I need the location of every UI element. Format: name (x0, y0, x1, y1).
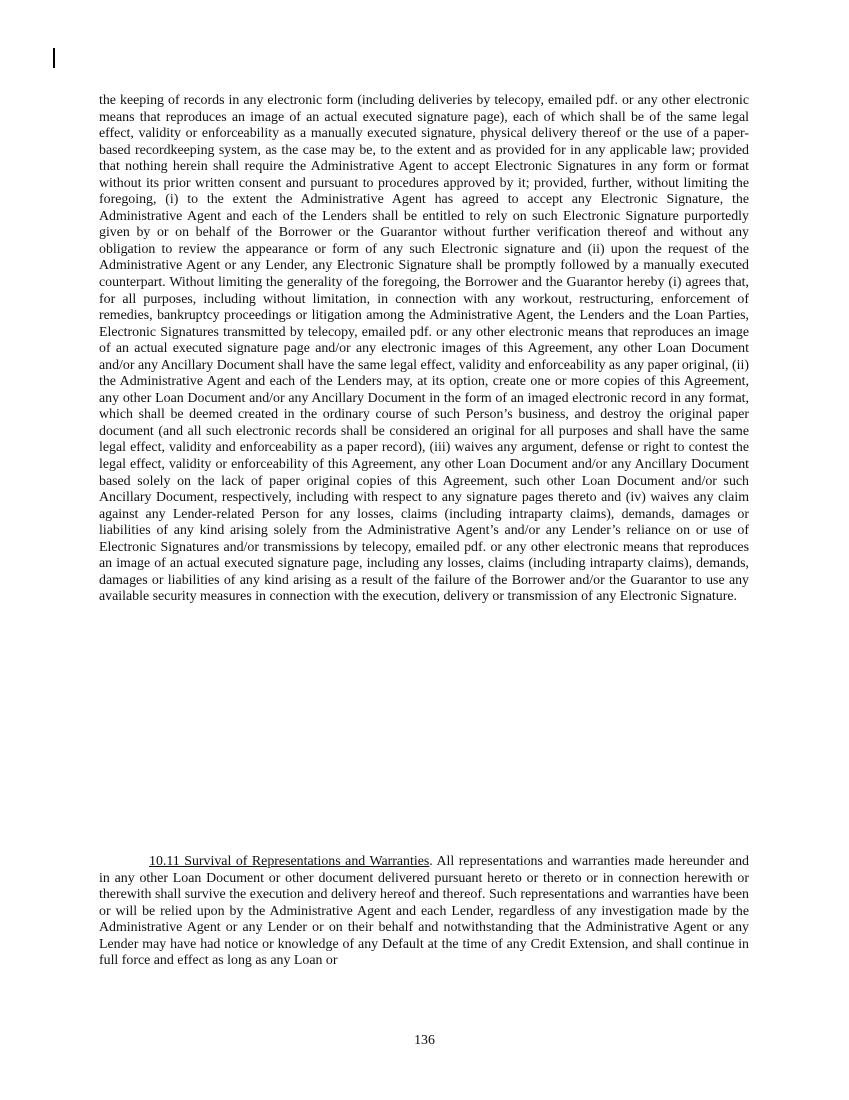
section-body: . All representations and warranties made hereunder and in any other Loan Document or other document delivered pursuant hereto or thereto or in connection herewith or therewith shall survive the execution and delivery hereof and thereof. Such representations and warranties have been or will be relied upon by the Administrative Agent and each Lender, regardless of any investigation made by the Administrative Agent or any Lender or on their behalf and notwithstanding that the Administrative Agent or any Lender may have had notice or knowledge of any Default at the time of any Credit Extension, and shall continue in full force and effect as long as any Loan or (99, 854, 749, 969)
section-heading: 10.11 Survival of Representations and Warranties (149, 854, 430, 869)
revision-bar (53, 48, 55, 68)
page-number: 136 (414, 1033, 435, 1048)
body-paragraph: the keeping of records in any electronic form (including deliveries by telecopy, emailed pdf. or any other electronic means that reproduces an image of an actual executed signature page), each of which shall be of the same legal effect, validity or enforceability as a manually executed signature, physical delivery thereof or the use of a paper-based recordkeeping system, as the case may be, to the extent and as provided for in any applicable law; provided that nothing herein shall require the Administrative Agent to accept Electronic Signatures in any form or format without its prior written consent and pursuant to procedures approved by it; provided, further, without limiting the foregoing, (i) to the extent the Administrative Agent has agreed to accept any Electronic Signature, the Administrative Agent and each of the Lenders shall be entitled to rely on such Electronic Signature purportedly given by or on behalf of the Borrower or the Guarantor without further verification thereof and without any obligation to review the appearance or form of any such Electronic signature and (ii) upon the request of the Administrative Agent or any Lender, any Electronic Signature shall be promptly followed by a manually executed counterpart. Without limiting the generality of the foregoing, the Borrower and the Guarantor hereby (i) agrees that, for all purposes, including without limitation, in connection with any workout, restructuring, enforcement of remedies, bankruptcy proceedings or litigation among the Administrative Agent, the Lenders and the Loan Parties, Electronic Signatures transmitted by telecopy, emailed pdf. or any other electronic means that reproduces an image of an actual executed signature page and/or any electronic images of this Agreement, any other Loan Document and/or any Ancillary Document shall have the same legal effect, validity and enforceability as any paper original, (ii) the Administrative Agent and each of the Lenders may, at its option, create one or more copies of this Agreement, any other Loan Document and/or any Ancillary Document in the form of an imaged electronic record in any format, which shall be deemed created in the ordinary course of such Person’s business, and destroy the original paper document (and all such electronic records shall be considered an original for all purposes and shall have the same legal effect, validity and enforceability as a paper record), (iii) waives any argument, defense or right to contest the legal effect, validity or enforceability of this Agreement, any other Loan Document and/or any Ancillary Document based solely on the lack of paper original copies of this Agreement, such other Loan Document and/or such Ancillary Document, respectively, including with respect to any signature pages thereto and (iv) waives any claim against any Lender-related Person for any losses, claims (including intraparty claims), demands, damages or liabilities of any kind arising solely from the Administrative Agent’s and/or any Lender’s reliance on or use of Electronic Signatures and/or transmissions by telecopy, emailed pdf. or any other electronic means that reproduces an image of an actual executed signature page, including any losses, claims (including intraparty claims), demands, damages or liabilities of any kind arising as a result of the failure of the Borrower and/or the Guarantor to use any available security measures in connection with the execution, delivery or transmission of any Electronic Signature. (99, 93, 749, 605)
section-paragraph (99, 854, 749, 970)
